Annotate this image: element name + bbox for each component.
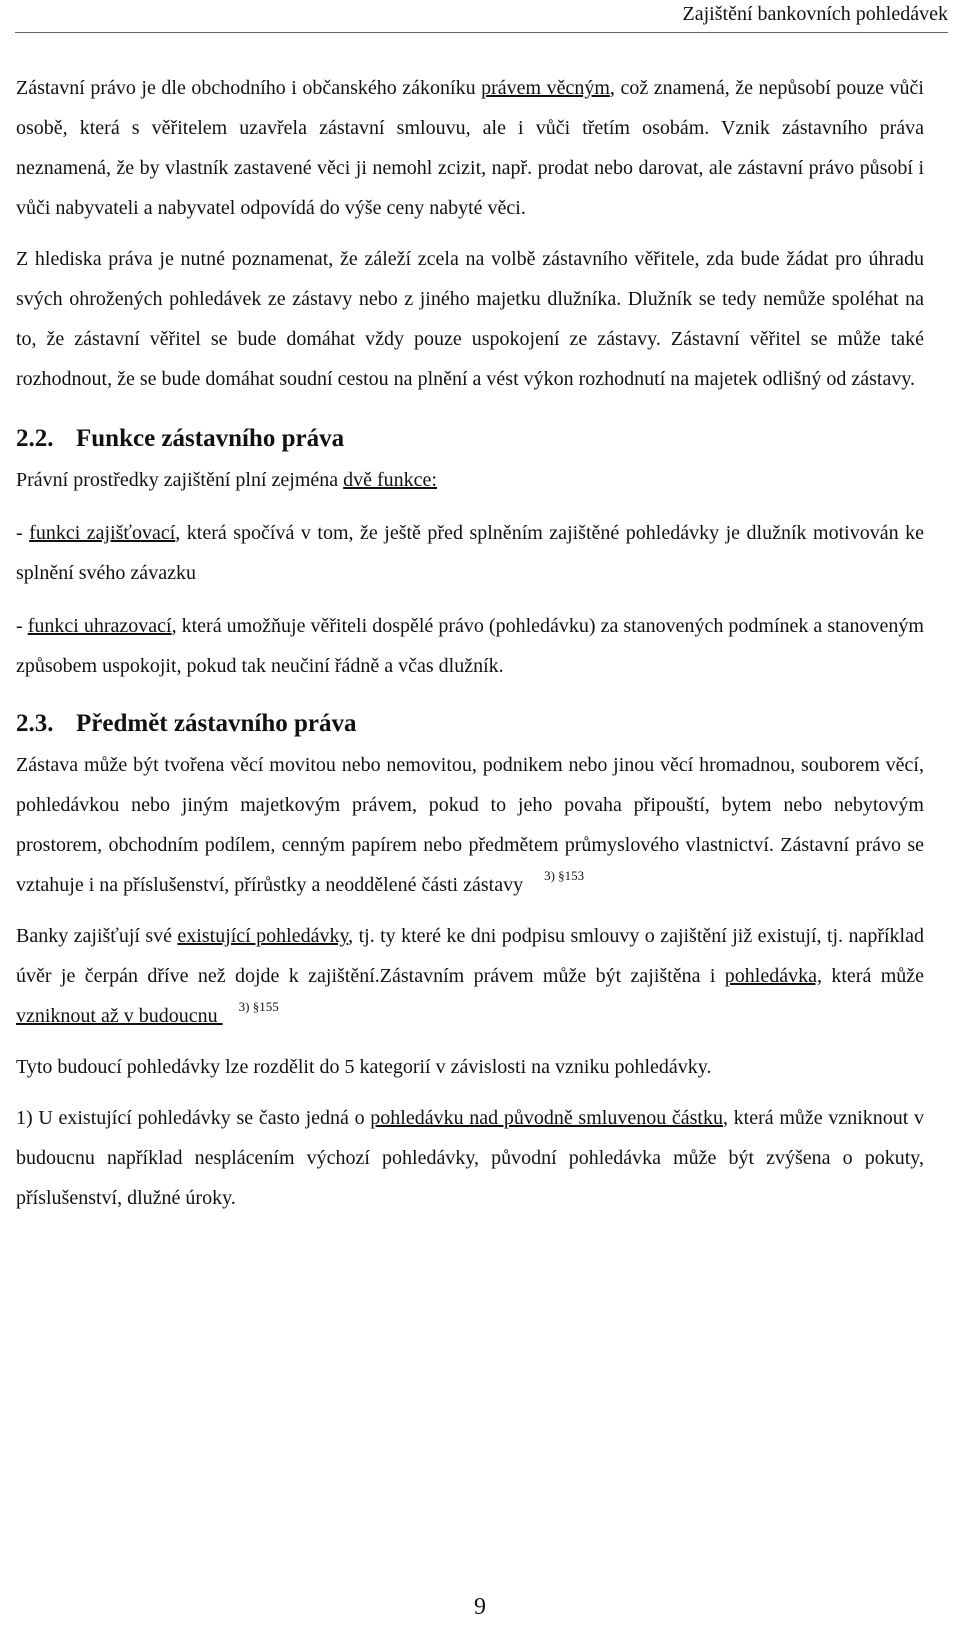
paragraph-pledge-object: Zástava může být tvořena věcí movitou nebo nemovitou, podnikem nebo jinou věcí hromadnou, souborem věcí, pohledávkou nebo jiným majetkovým právem, pokud to jeho povaha připouští, bytem nebo nebytovým prostorem, obchodním podílem, cenným papírem nebo předmětem průmyslového vlastnictví. Zástavní právo se vztahuje i na příslušenství, přírůstky a neoddělené části zástavy $^{3) \S 153}$ — [16, 754, 924, 896]
header-title: Zajištění bankovních pohledávek — [682, 3, 948, 25]
list-item-satisfaction-function: - funkci uhrazovací, která umožňuje věřiteli dospělé právo (pohledávku) za stanovených podmínek a stanoveným způsobem uspokojit, pokud tak neučiní řádně a včas dlužník. — [16, 615, 924, 677]
section-heading-2-3: 2.3. Předmět zástavního práva — [16, 710, 357, 737]
paragraph-existing-receivable: 1) U existující pohledávky se často jedná o pohledávku nad původně smluvenou částku, která může vzniknout v budoucnu například nesplácením výchozí pohledávky, původní pohledávka může být zvýšena o pokuty, příslušenství, dlužné úroky. — [16, 1107, 924, 1209]
paragraph-future-receivables: Tyto budoucí pohledávky lze rozdělit do 5 kategorií v závislosti na vzniku pohledávky. — [16, 1056, 712, 1078]
footnote-ref: 3) §155 — [238, 999, 279, 1014]
page-number: 9 — [474, 1594, 486, 1620]
paragraph-creditor-choice: Z hlediska práva je nutné poznamenat, že záleží zcela na volbě zástavního věřitele, zda bude žádat pro úhradu svých ohrožených pohledávek ze zástavy nebo z jiného majetku dlužníka. Dlužník se tedy nemůže spoléhat na to, že zástavní věřitel se bude domáhat vždy pouze uspokojení ze zástavy. Zástavní věřitel se může také rozhodnout, že se bude domáhat soudní cestou na plnění a vést výkon rozhodnutí na majetek odlišný od zástavy. — [16, 248, 924, 390]
footnote-ref: 3) §153 — [544, 868, 585, 883]
paragraph-pledge-right: Zástavní právo je dle obchodního i občanského zákoníku právem věcným, což znamená, že nepůsobí pouze vůči osobě, která s věřitelem uzavřela zástavní smlouvu, ale i vůči třetím osobám. Vznik zástavního práva neznamená, že by vlastník zastavené věci ji nemohl zcizit, např. prodat nebo darovat, ale zástavní právo působí i vůči nabyvateli a nabyvatel odpovídá do výše ceny nabyté věci. — [16, 77, 924, 219]
page-body — [16, 68, 924, 1218]
section-heading-2-2: 2.2. Funkce zástavního práva — [16, 425, 345, 452]
paragraph-functions-intro: Právní prostředky zajištění plní zejména dvě funkce: — [16, 469, 437, 491]
paragraph-bank-receivables: Banky zajišťují své existující pohledávky, tj. ty které ke dni podpisu smlouvy o zajištění již existují, tj. například úvěr je čerpán dříve než dojde k zajištění.Zástavním právem může být zajištěna i pohledávka, která může vzniknout až v budoucnu $^{3) \S 155}$ — [16, 925, 925, 1027]
underlined-phrase: právem věcným — [481, 77, 610, 99]
running-header — [15, 0, 948, 33]
list-item-securing-function: - funkci zajišťovací, která spočívá v tom, že ještě před splněním zajištěné pohledávky je dlužník motivován ke splnění svého závazku — [16, 522, 924, 584]
